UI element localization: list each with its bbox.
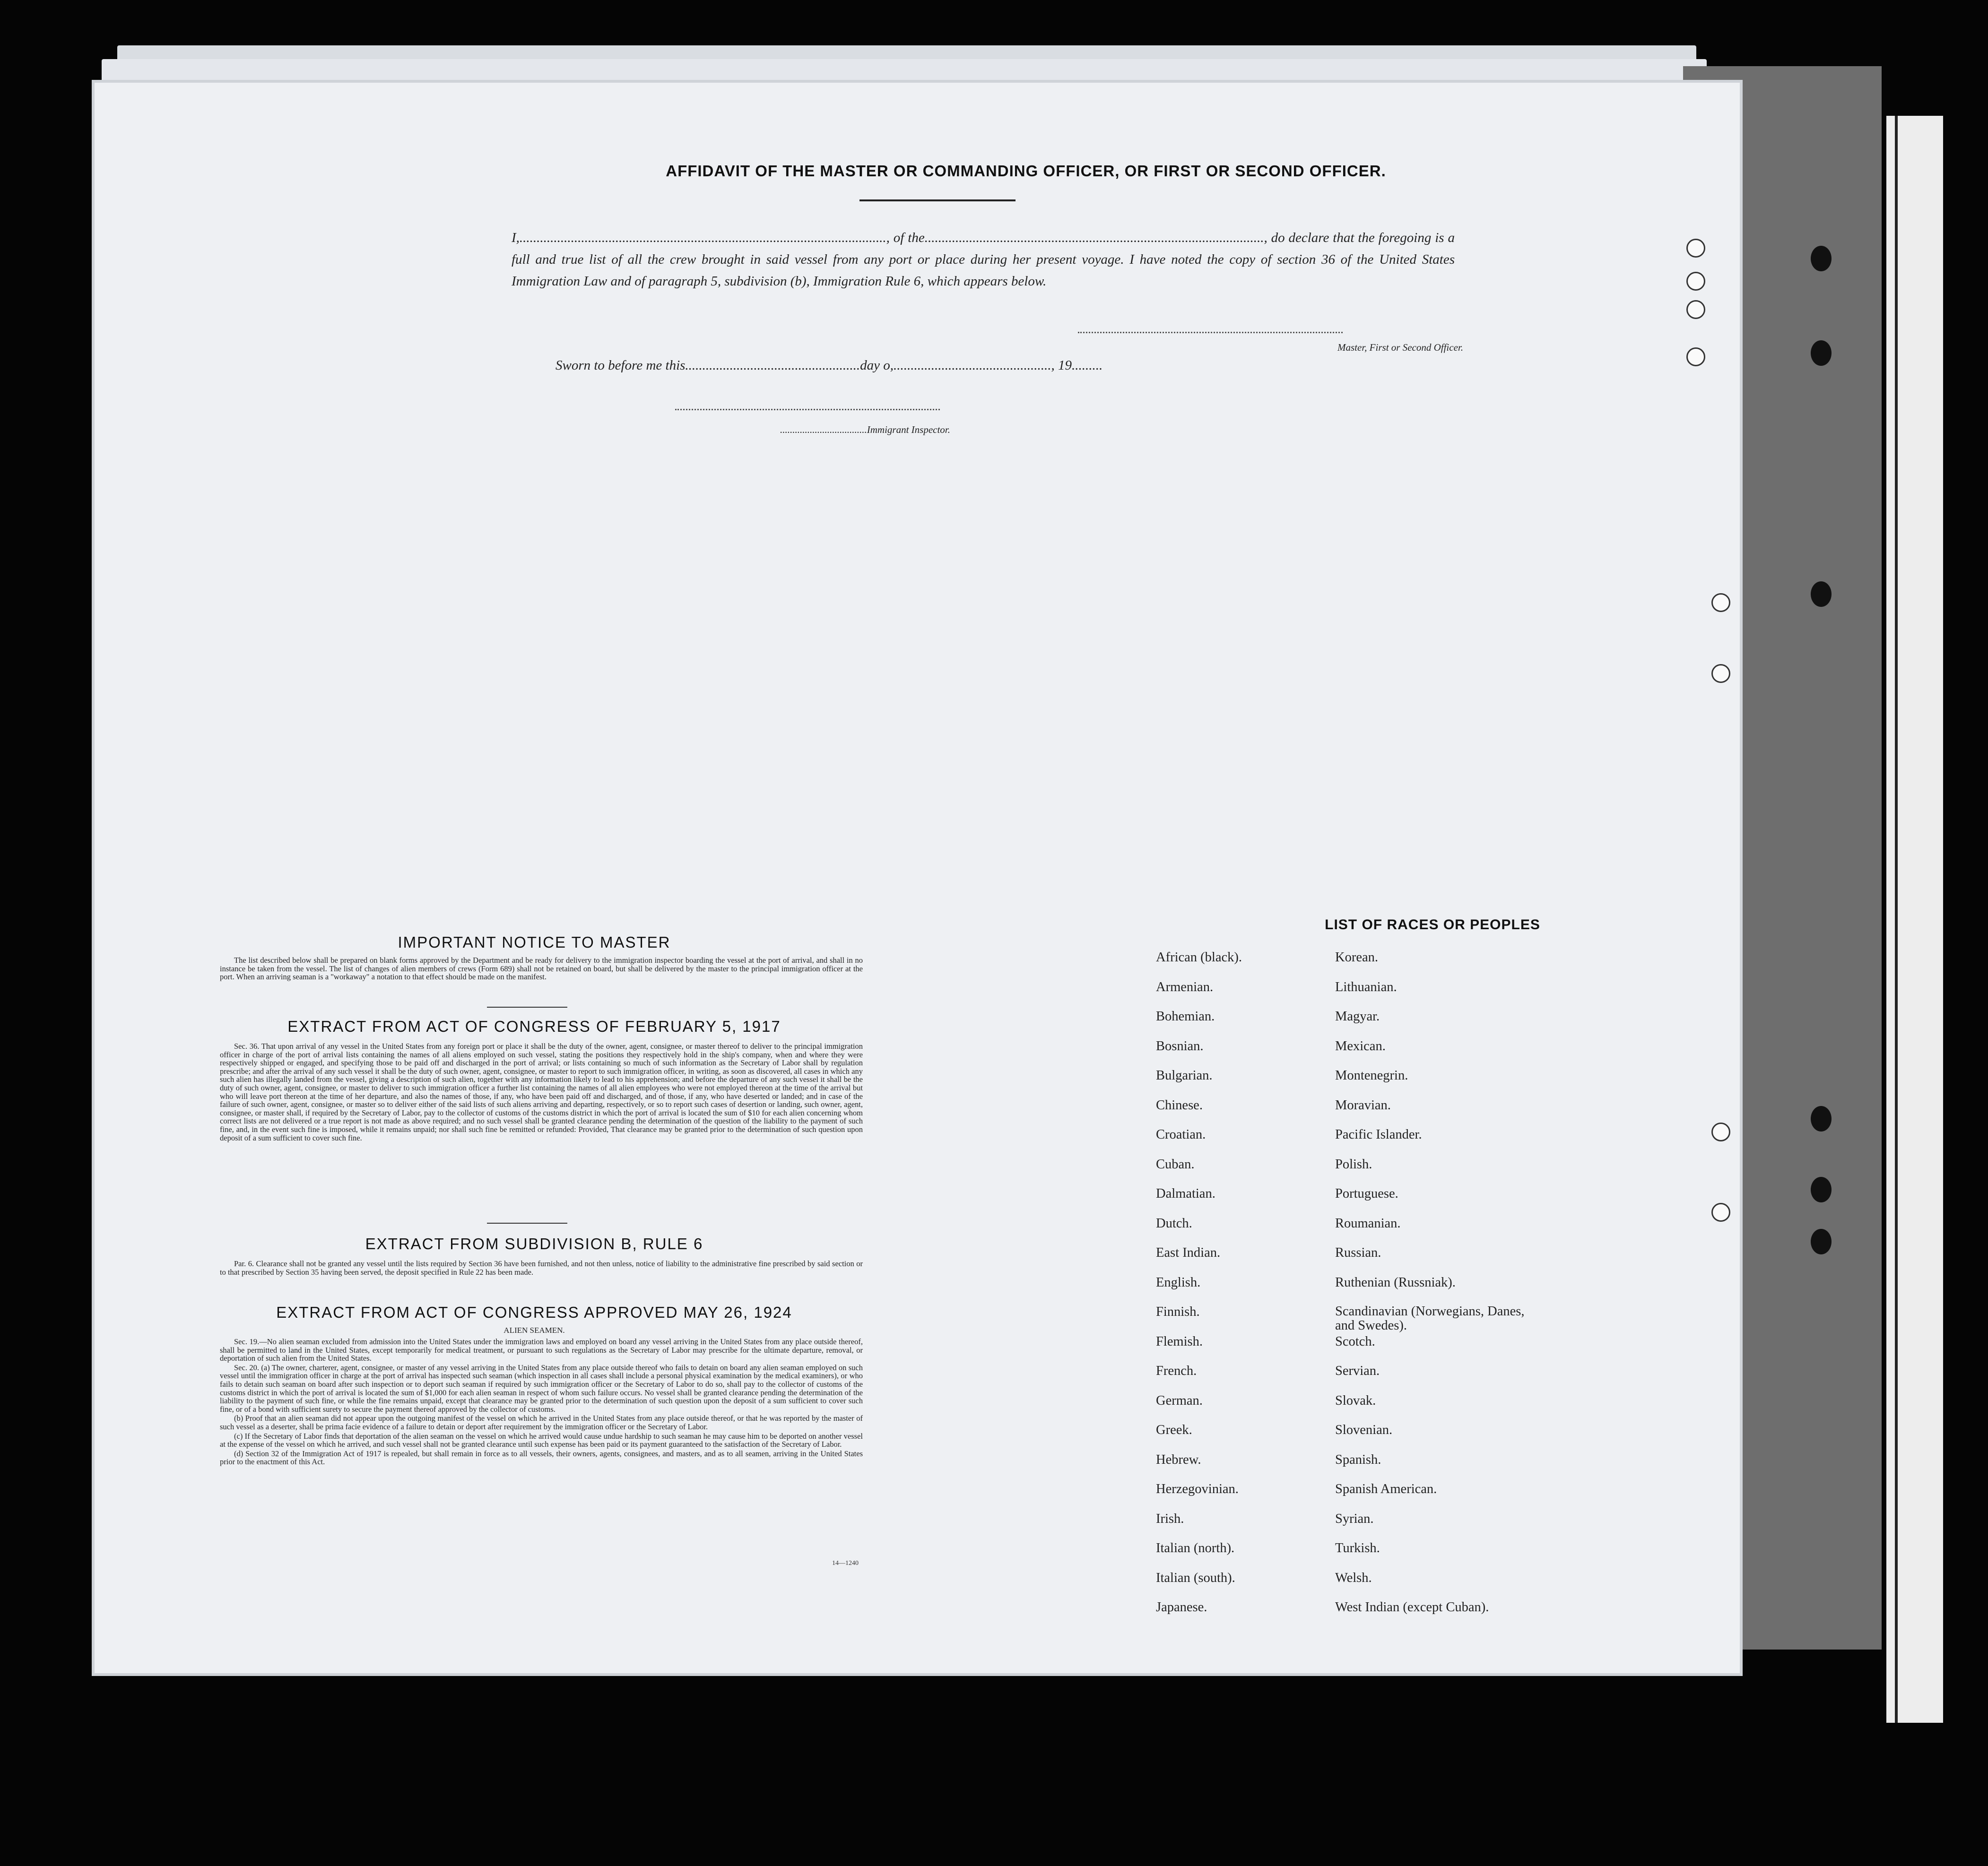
race-entry: Flemish. — [1156, 1334, 1203, 1349]
master-signature-caption: Master, First or Second Officer. — [1337, 342, 1463, 353]
extract-1917-body — [220, 1042, 863, 1143]
race-entry: Montenegrin. — [1335, 1068, 1408, 1083]
manifest-page — [95, 83, 1740, 1673]
race-entry: Bohemian. — [1156, 1009, 1215, 1024]
binder-hole — [1811, 1106, 1832, 1132]
race-entry: Croatian. — [1156, 1127, 1206, 1142]
race-entry: Bulgarian. — [1156, 1068, 1213, 1083]
races-title: LIST OF RACES OR PEOPLES — [1325, 917, 1540, 933]
extract-rule6-body — [220, 1260, 863, 1277]
race-entry: Dutch. — [1156, 1216, 1192, 1231]
section-20a-text: Sec. 20. (a) The owner, charterer, agent, consignee, or master of any vessel arriving in the United States from any place outside thereof who fails to detain on board any alien seaman employed on such vessel until the immigration officer in charge at the port of arrival has inspected such seaman (which inspection in all cases shall include a personal physical examination by the medical examiners), or who fails to detain such seaman on board after such inspection or to deport such seaman if required by such immigration officer or the Secretary of Labor to do so, shall pay to the collector of customs of the customs district in which the port of arrival is located the sum of $1,000 for each alien seaman in respect of whom such failure occurs. No vessel shall be granted clearance pending the determination of the liability to the payment of such fine, or while the fine remains unpaid, except that clearance may be granted prior to the determination of such question upon the deposit of a sum sufficient to cover such fine, or of a bond with sufficient surety to secure the payment thereof approved by the collector of customs. — [220, 1363, 863, 1414]
title-rule — [859, 199, 1016, 201]
race-entry: Dalmatian. — [1156, 1186, 1215, 1201]
race-entry: Polish. — [1335, 1157, 1372, 1172]
punch-hole — [1686, 239, 1705, 258]
race-entry: Pacific Islander. — [1335, 1127, 1422, 1142]
race-entry: Cuban. — [1156, 1157, 1195, 1172]
paragraph-6-text: Par. 6. Clearance shall not be granted any vessel until the lists required by Section 36 have been furnished, and not then unless, notice of liability to the administrative fine prescribed by said section or to that prescribed by Section 35 having been served, the deposit specified in Rule 22 has been made. — [220, 1259, 863, 1277]
binder-hole — [1811, 1177, 1832, 1202]
race-entry: Italian (north). — [1156, 1541, 1235, 1555]
extract-1917-title: EXTRACT FROM ACT OF CONGRESS OF FEBRUARY 5, 1917 — [287, 1018, 781, 1035]
race-entry: Roumanian. — [1335, 1216, 1401, 1231]
sworn-statement: Sworn to before me this...................................................day o,.............................................., 19......... — [556, 358, 1103, 373]
race-entry: Hebrew. — [1156, 1452, 1201, 1467]
race-entry: Finnish. — [1156, 1304, 1200, 1319]
race-entry: Slovenian. — [1335, 1423, 1393, 1437]
section-19-text: Sec. 19.—No alien seaman excluded from admission into the United States under the immigration laws and employed on board any vessel arriving in the United States from any place outside thereof, shall be permitted to land in the United States, except temporarily for medical treatment, or pursuant to such regulations as the Secretary of Labor may prescribe for the ultimate departure, removal, or deportation of such alien from the United States. — [220, 1337, 863, 1363]
extract-1924-title: EXTRACT FROM ACT OF CONGRESS APPROVED MAY 26, 1924 — [276, 1304, 792, 1321]
race-entry: Chinese. — [1156, 1097, 1203, 1113]
race-entry: French. — [1156, 1364, 1197, 1378]
races-right-column — [1335, 950, 1534, 1630]
race-entry: Turkish. — [1335, 1541, 1380, 1555]
notice-title: IMPORTANT NOTICE TO MASTER — [398, 933, 671, 951]
race-entry: Italian (south). — [1156, 1570, 1235, 1585]
race-entry: East Indian. — [1156, 1245, 1221, 1260]
race-entry: Spanish American. — [1335, 1482, 1437, 1496]
affidavit-paragraph — [512, 227, 1455, 292]
races-left-column — [1156, 950, 1242, 1630]
punch-hole — [1711, 1203, 1730, 1222]
race-entry: African (black). — [1156, 950, 1242, 965]
affidavit-title: AFFIDAVIT OF THE MASTER OR COMMANDING OFFICER, OR FIRST OR SECOND OFFICER. — [666, 162, 1386, 180]
race-entry: Portuguese. — [1335, 1186, 1398, 1201]
section-rule — [487, 1007, 567, 1008]
master-signature-line — [1078, 332, 1343, 333]
race-entry: Moravian. — [1335, 1097, 1391, 1113]
binder-hole — [1811, 581, 1832, 607]
race-entry: Herzegovinian. — [1156, 1482, 1239, 1496]
race-entry: Spanish. — [1335, 1452, 1381, 1467]
race-entry: Japanese. — [1156, 1600, 1207, 1615]
punch-hole — [1686, 300, 1705, 319]
binder-hole — [1811, 340, 1832, 366]
section-36-text: Sec. 36. That upon arrival of any vessel in the United States from any foreign port or place it shall be the duty of the owner, agent, consignee, or master thereof to deliver to the principal immigration officer in charge of the port of arrival lists containing the names of all aliens employed on such vessel, stating the positions they respectively hold in the ship's company, when and where they were respectively shipped or engaged, and specifying those to be paid off and discharged in the port of arrival; or lists containing so much of such information as the Secretary of Labor shall by regulation prescribe; and after the arrival of any such vessel it shall be the duty of such owner, agent, consignee, or master to report to such immigration officer, in writing, as soon as discovered, all cases in which any such alien has illegally landed from the vessel, giving a description of such alien, together with any information likely to lead to his apprehension; and before the departure of any such vessel it shall be the duty of such owner, agent, consignee, or master to deliver to such immigration officer a further list containing the names of all alien employees who were not employed thereon at the time of the arrival but who will leave port thereon at the time of her departure, and also the names of those, if any, who have been paid off and discharged, and of those, if any, who have deserted or landed; and in case of the failure of such owner, agent, consignee, or master so to deliver either of the said lists of such aliens arriving and departing, respectively, or so to report such cases of desertion or landing, such owner, agent, consignee, or master shall, if required by the Secretary of Labor, pay to the collector of customs of the customs district in which the port of arrival is located the sum of $10 for each alien concerning whom correct lists are not delivered or a true report is not made as above required; and no such vessel shall be granted clearance pending the determination of the question of the liability to the payment of such fine, and, in the event such fine is imposed, while it remains unpaid; nor shall such fine be remitted or refunded: Provided, That clearance may be granted prior to the determination of such question upon deposit of a sum sufficient to cover such fine. — [220, 1042, 863, 1142]
race-entry: Syrian. — [1335, 1511, 1374, 1526]
race-entry: Greek. — [1156, 1423, 1192, 1437]
race-entry: English. — [1156, 1275, 1201, 1290]
inspector-caption: ...................................Immigrant Inspector. — [780, 424, 950, 435]
punch-hole — [1686, 347, 1705, 366]
section-20c-text: (c) If the Secretary of Labor finds that deportation of the alien seaman on the vessel on which he arrived would cause undue hardship to such seaman he may cause him to be deported on another vessel at the expense of the vessel on which he arrived, and such vessel shall not be granted clearance until such expense has been paid or its payment guaranteed to the satisfaction of the Secretary of Labor. — [220, 1431, 863, 1449]
race-entry: Lithuanian. — [1335, 979, 1397, 994]
adjacent-page-edge — [1886, 116, 1943, 1723]
race-entry: Servian. — [1335, 1364, 1380, 1378]
race-entry: Russian. — [1335, 1245, 1381, 1260]
notice-paragraph: The list described below shall be prepared on blank forms approved by the Department and be ready for delivery to the immigration inspector boarding the vessel at the port of arrival, and shall in no instance be taken from the vessel. The list of changes of alien members of crews (Form 689) shall not be retained on board, but shall be delivered by the master to the principal immigration officer at the port. When an arriving seaman is a "workaway" a notation to that effect should be made on the manifest. — [220, 956, 863, 982]
race-entry: Irish. — [1156, 1511, 1184, 1526]
race-entry: West Indian (except Cuban). — [1335, 1600, 1489, 1615]
race-entry: Korean. — [1335, 950, 1378, 965]
race-entry: Scandinavian (Norwegians, Danes, and Swedes). — [1335, 1304, 1525, 1333]
inspector-signature-line — [675, 409, 940, 410]
section-rule — [487, 1223, 567, 1224]
notice-body — [220, 956, 863, 982]
race-entry: Welsh. — [1335, 1570, 1372, 1585]
section-20b-text: (b) Proof that an alien seaman did not appear upon the outgoing manifest of the vessel on which he arrived in the United States from any place outside thereof, or that he was reported by the master of such vessel as a deserter, shall be prima facie evidence of a failure to detain or deport after requirement by the immigration officer or the Secretary of Labor. — [220, 1414, 863, 1431]
race-entry: Scotch. — [1335, 1334, 1375, 1349]
alien-seamen-heading: ALIEN SEAMEN. — [504, 1326, 565, 1335]
race-entry: Armenian. — [1156, 979, 1214, 994]
race-entry: Magyar. — [1335, 1009, 1380, 1024]
race-entry: Bosnian. — [1156, 1038, 1204, 1054]
binder-hole — [1811, 1229, 1832, 1254]
binder-hole — [1811, 246, 1832, 271]
affidavit-body: I,..........................................................................................................., of the..................................................................................................., do declare that the foregoing is a full and true list of all the crew brought in said vessel from any port or place during her present voyage. I have noted the copy of section 36 of the United States Immigration Law and of paragraph 5, subdivision (b), Immigration Rule 6, which appears below. — [512, 230, 1455, 289]
race-entry: Slovak. — [1335, 1393, 1376, 1408]
race-entry: Ruthenian (Russniak). — [1335, 1275, 1456, 1290]
race-entry: Mexican. — [1335, 1038, 1386, 1054]
form-number: 14—1240 — [832, 1560, 859, 1567]
punch-hole — [1686, 272, 1705, 291]
punch-hole — [1711, 593, 1730, 612]
punch-hole — [1711, 664, 1730, 683]
section-20d-text: (d) Section 32 of the Immigration Act of 1917 is repealed, but shall remain in force as to all vessels, their owners, agents, consignees, and masters, and as to all seamen, arriving in the United States prior to the enactment of this Act. — [220, 1449, 863, 1467]
race-entry: German. — [1156, 1393, 1203, 1408]
extract-1924-body — [220, 1338, 863, 1467]
extract-rule6-title: EXTRACT FROM SUBDIVISION B, RULE 6 — [365, 1235, 703, 1253]
punch-hole — [1711, 1123, 1730, 1141]
